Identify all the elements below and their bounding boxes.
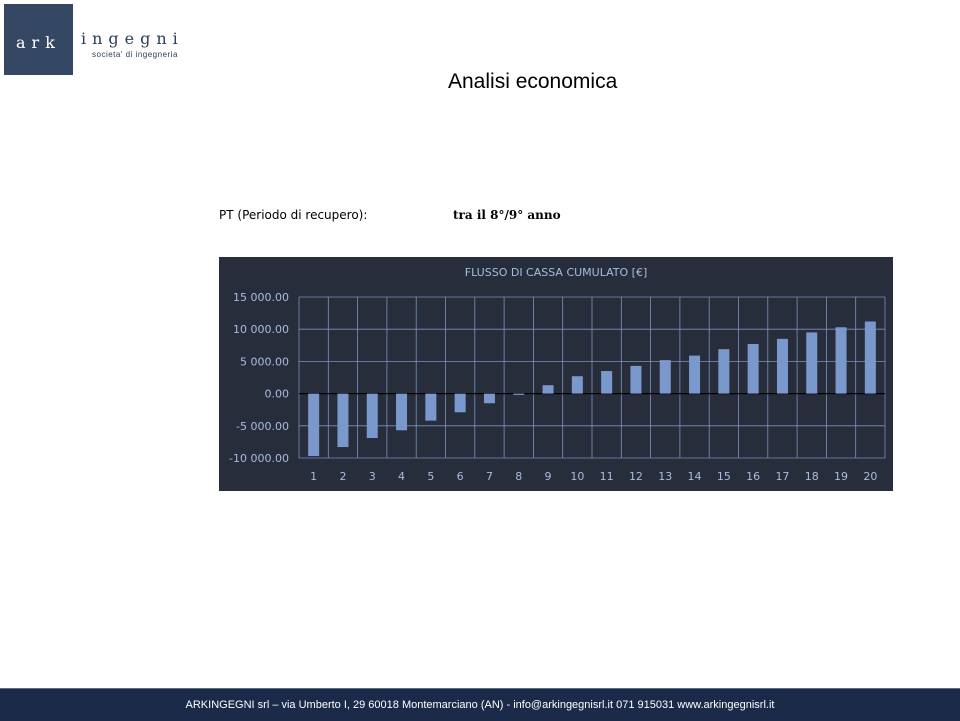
logo-tagline: societa' di ingegneria — [92, 50, 178, 59]
x-tick-label: 9 — [544, 470, 552, 483]
x-tick-label: 7 — [485, 470, 493, 483]
chart-svg — [219, 257, 893, 491]
bar-year-15 — [718, 349, 729, 393]
bar-year-4 — [396, 394, 407, 431]
x-tick-label: 15 — [716, 470, 731, 483]
bar-year-19 — [836, 327, 847, 393]
x-tick-label: 6 — [456, 470, 464, 483]
bar-year-20 — [865, 321, 876, 393]
bar-year-9 — [543, 385, 554, 393]
x-tick-label: 5 — [427, 470, 435, 483]
bar-year-1 — [308, 394, 319, 456]
x-tick-label: 11 — [599, 470, 614, 483]
x-tick-label: 18 — [804, 470, 819, 483]
bar-year-2 — [337, 394, 348, 447]
x-tick-label: 16 — [746, 470, 761, 483]
y-tick-label: 5 000.00 — [240, 355, 289, 369]
bar-year-17 — [777, 339, 788, 394]
cash-flow-chart — [219, 257, 893, 491]
x-tick-label: 4 — [398, 470, 406, 483]
x-tick-label: 13 — [658, 470, 673, 483]
x-tick-label: 3 — [368, 470, 376, 483]
logo-mark: ark — [16, 33, 61, 52]
bar-year-18 — [806, 332, 817, 393]
x-tick-label: 20 — [863, 470, 878, 483]
payback-value: tra il 8°/9° anno — [453, 208, 561, 222]
x-tick-label: 19 — [834, 470, 849, 483]
bar-year-8 — [513, 394, 524, 395]
bar-year-3 — [367, 394, 378, 438]
x-tick-label: 17 — [775, 470, 790, 483]
bar-year-11 — [601, 371, 612, 394]
page-title: Analisi economica — [448, 70, 618, 93]
chart-title: FLUSSO DI CASSA CUMULATO [€] — [464, 266, 648, 279]
y-tick-label: -10 000.00 — [229, 452, 289, 465]
x-tick-label: 10 — [570, 470, 585, 483]
y-tick-label: -5 000.00 — [236, 419, 289, 433]
bar-year-5 — [425, 394, 436, 421]
y-tick-label: 10 000.00 — [233, 323, 289, 337]
x-tick-label: 12 — [628, 470, 643, 483]
bar-year-16 — [748, 344, 759, 394]
bar-year-14 — [689, 356, 700, 394]
footer-text: ARKINGEGNI srl – via Umberto I, 29 60018 Montemarciano (AN) - info@arkingegnisrl.it 071 915031 www.arkingegnisrl.it — [185, 699, 775, 711]
x-tick-label: 2 — [339, 470, 347, 483]
bar-year-10 — [572, 376, 583, 393]
logo-box — [4, 4, 73, 75]
bar-year-12 — [630, 366, 641, 394]
footer — [0, 688, 960, 721]
payback-label: PT (Periodo di recupero): — [219, 208, 368, 222]
y-tick-label: 0.00 — [264, 387, 289, 401]
x-tick-label: 14 — [687, 470, 702, 483]
y-tick-label: 15 000.00 — [233, 291, 289, 304]
bar-year-7 — [484, 394, 495, 404]
bar-year-13 — [660, 360, 671, 393]
x-tick-label: 8 — [515, 470, 523, 483]
x-tick-label: 1 — [310, 470, 318, 483]
logo-name: ingegni — [81, 29, 184, 48]
bar-year-6 — [455, 394, 466, 413]
